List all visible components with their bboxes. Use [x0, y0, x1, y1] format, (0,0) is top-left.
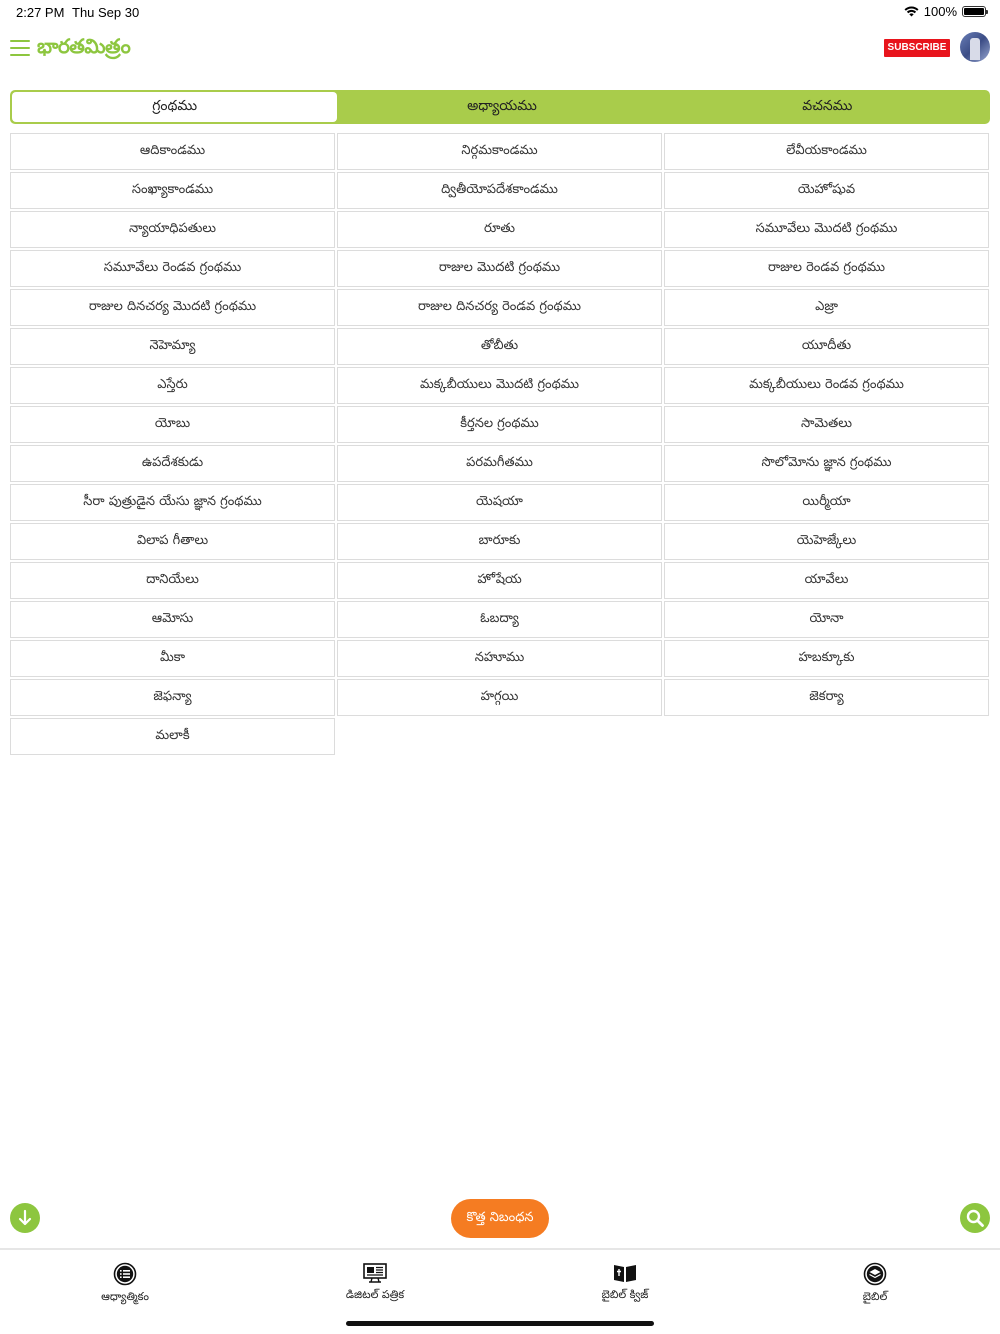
bible-icon: [863, 1262, 887, 1286]
nav-bible[interactable]: [815, 1262, 935, 1306]
book-item[interactable]: ద్వితీయోపదేశకాండము: [337, 172, 662, 209]
book-item[interactable]: హబక్కూకు: [664, 640, 989, 677]
status-date: Thu Sep 30: [72, 5, 140, 20]
book-item[interactable]: సంఖ్యాకాండము: [10, 172, 335, 209]
book-item[interactable]: కీర్తనల గ్రంథము: [337, 406, 662, 443]
book-item[interactable]: రాజుల దినచర్య మొదటి గ్రంథము: [10, 289, 335, 326]
book-item[interactable]: ఆదికాండము: [10, 133, 335, 170]
scroll-down-button[interactable]: [10, 1203, 40, 1233]
book-item[interactable]: హోషేయ: [337, 562, 662, 599]
book-item[interactable]: ఎజ్రా: [664, 289, 989, 326]
battery-percent: 100%: [923, 4, 957, 19]
book-item[interactable]: యిర్మీయా: [664, 484, 989, 521]
book-item[interactable]: యోనా: [664, 601, 989, 638]
book-item[interactable]: జెఫన్యా: [10, 679, 335, 716]
book-item[interactable]: ఎస్తేరు: [10, 367, 335, 404]
book-item[interactable]: రాజుల దినచర్య రెండవ గ్రంథము: [337, 289, 662, 326]
book-item[interactable]: సమూవేలు మొదటి గ్రంథము: [664, 211, 989, 248]
arrow-down-icon: [17, 1209, 33, 1227]
book-item[interactable]: రాజుల రెండవ గ్రంథము: [664, 250, 989, 287]
newspaper-icon: [362, 1262, 388, 1284]
book-item[interactable]: సమూవేలు రెండవ గ్రంథము: [10, 250, 335, 287]
list-icon: [113, 1262, 137, 1286]
book-item[interactable]: రూతు: [337, 211, 662, 248]
avatar[interactable]: [960, 32, 990, 62]
book-item[interactable]: పరమగీతము: [337, 445, 662, 482]
status-right: [904, 4, 986, 19]
nav-spiritual[interactable]: [65, 1262, 185, 1306]
book-item[interactable]: మక్కబీయులు మొదటి గ్రంథము: [337, 367, 662, 404]
book-item[interactable]: మలాకీ: [10, 718, 335, 755]
book-item[interactable]: యూదీతు: [664, 328, 989, 365]
book-item[interactable]: యెహోషువ: [664, 172, 989, 209]
book-item[interactable]: విలాప గీతాలు: [10, 523, 335, 560]
tab-chapter[interactable]: అధ్యాయము: [467, 97, 537, 114]
book-item[interactable]: నిర్గమకాండము: [337, 133, 662, 170]
book-item[interactable]: మీకా: [10, 640, 335, 677]
book-item[interactable]: నహూము: [337, 640, 662, 677]
book-item[interactable]: ఉపదేశకుడు: [10, 445, 335, 482]
tab-verse[interactable]: వచనము: [802, 97, 853, 114]
wifi-icon: [904, 6, 919, 17]
book-item[interactable]: ఓబద్యా: [337, 601, 662, 638]
book-item[interactable]: సీరా పుత్రుడైన యేసు జ్ఞాన గ్రంథము: [10, 484, 335, 521]
book-item[interactable]: న్యాయాధిపతులు: [10, 211, 335, 248]
book-item[interactable]: యోబు: [10, 406, 335, 443]
book-item[interactable]: యెషయా: [337, 484, 662, 521]
book-item[interactable]: జెకర్యా: [664, 679, 989, 716]
nav-digital-magazine[interactable]: [315, 1262, 435, 1304]
book-item[interactable]: రాజుల మొదటి గ్రంథము: [337, 250, 662, 287]
book-item[interactable]: నెహెమ్యా: [10, 328, 335, 365]
nav-label: బైబిల్: [862, 1290, 888, 1303]
book-item[interactable]: దానియేలు: [10, 562, 335, 599]
book-item[interactable]: తోబీతు: [337, 328, 662, 365]
new-testament-button[interactable]: కొత్త నిబంధన: [451, 1199, 549, 1238]
tab-bar: [10, 90, 990, 124]
nav-label: ఆధ్యాత్మికం: [101, 1290, 149, 1303]
nav-label: బైబిల్ క్విజ్: [601, 1288, 649, 1301]
hamburger-menu-icon[interactable]: [10, 40, 30, 56]
home-indicator[interactable]: [346, 1321, 654, 1326]
tab-book[interactable]: గ్రంథము: [12, 92, 337, 122]
book-item[interactable]: మక్కబీయులు రెండవ గ్రంథము: [664, 367, 989, 404]
open-book-icon: [612, 1262, 638, 1284]
book-item[interactable]: యెహెజ్కేలు: [664, 523, 989, 560]
books-grid: [10, 133, 990, 755]
book-item[interactable]: యావేలు: [664, 562, 989, 599]
book-item[interactable]: సొలోమోను జ్ఞాన గ్రంథము: [664, 445, 989, 482]
book-item[interactable]: ఆమోసు: [10, 601, 335, 638]
app-header: [0, 30, 1000, 70]
nav-label: డిజిటల్ పత్రిక: [345, 1288, 405, 1301]
book-item[interactable]: బారూకు: [337, 523, 662, 560]
search-button[interactable]: [960, 1203, 990, 1233]
battery-icon: [962, 6, 986, 17]
subscribe-button[interactable]: SUBSCRIBE: [884, 39, 950, 57]
search-icon: [965, 1208, 985, 1228]
book-item[interactable]: సామెతలు: [664, 406, 989, 443]
nav-bible-quiz[interactable]: [565, 1262, 685, 1304]
book-item[interactable]: లేవీయకాండము: [664, 133, 989, 170]
app-logo[interactable]: భారతమిత్రం: [37, 34, 131, 58]
book-item[interactable]: హగ్గయి: [337, 679, 662, 716]
status-time: 2:27 PM: [16, 5, 65, 20]
status-bar: [0, 0, 1000, 24]
